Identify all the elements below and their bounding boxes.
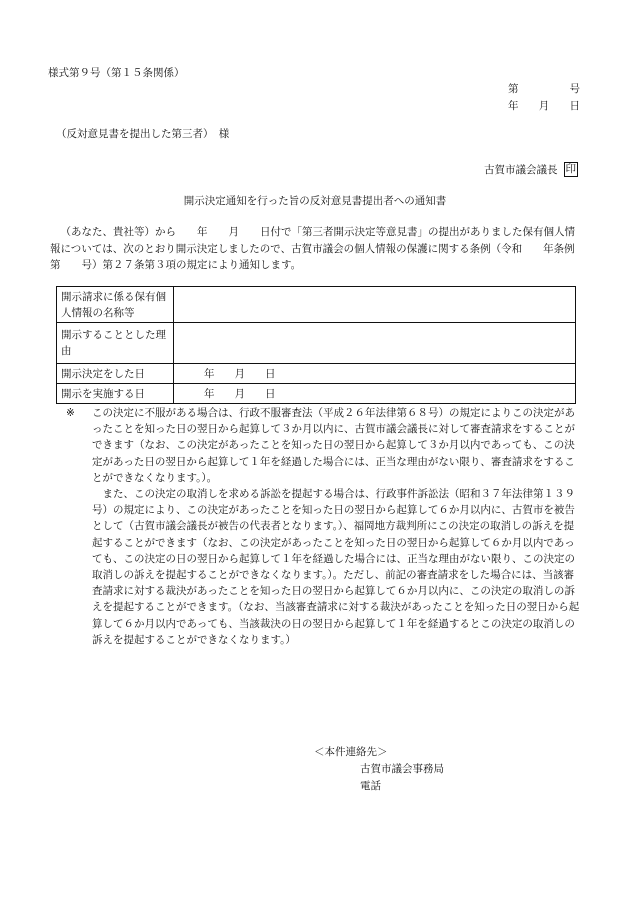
row-label: 開示決定をした日: [57, 364, 174, 384]
reference-number: [508, 82, 580, 96]
note-appeal-text: この決定に不服がある場合は、行政不服審査法（平成２６年法律第６８号）の規定によりこの決定があったことを知った日の翌日から起算して３か月以内に、古賀市議会議長に対して審査請求をすることができます（なお、この決定があったことを知った日の翌日から起算して３か月以内であっても、この決定があった日の翌日から起算して１年を経過した場合には、正当な理由がない限り、審査請求をすることができなくなります。）。: [92, 407, 575, 484]
table-row: [57, 287, 576, 323]
note-mark: ※: [66, 407, 75, 419]
contact-office: 古賀市議会事務局: [360, 763, 444, 775]
row-label: 開示することとした理由: [57, 323, 174, 364]
table-row: [57, 384, 576, 404]
decision-day: 日: [265, 368, 276, 380]
addressee: （反対意見書を提出した第三者） 様: [56, 128, 230, 140]
contact-block: [314, 744, 444, 795]
form-number: 様式第９号（第１５条関係）: [48, 67, 185, 79]
sender-name: 古賀市議会議長: [484, 163, 558, 176]
reference-date: [508, 99, 580, 113]
implementation-month: 月: [234, 388, 245, 400]
row-date: [174, 384, 576, 404]
decision-year: 年: [204, 368, 215, 380]
notes-section: [66, 405, 580, 648]
ref-no-prefix: 第: [508, 83, 519, 95]
implementation-day: 日: [265, 388, 276, 400]
date-day: 日: [569, 100, 580, 112]
note-appeal: [66, 405, 580, 486]
contact-phone-label: 電話: [360, 780, 381, 792]
row-value: [174, 287, 576, 323]
table-row: [57, 323, 576, 364]
row-date: [174, 364, 576, 384]
info-table: [56, 286, 576, 404]
date-month: 月: [538, 100, 550, 112]
date-year: 年: [508, 100, 519, 112]
row-label: 開示請求に係る保有個人情報の名称等: [57, 287, 174, 323]
note-lawsuit-text: また、この決定の取消しを求める訴訟を提起する場合は、行政事件訴訟法（昭和３７年法律第１３９号）の規定により、この決定があったことを知った日の翌日から起算して６か月以内に、古賀市を被告として（古賀市議会議長が被告の代表者となります。）、福岡地方裁判所にこの決定の取消しの訴えを提起することができます（なお、この決定があったことを知った日の翌日から起算して６か月以内であっても、この決定の日の翌日から起算して１年を経過した場合には、正当な理由がない限り、この決定の取消しの訴えを提起することができなくなります。）。ただし、前記の審査請求をした場合には、当該審査請求に対する裁決があったことを知った日の翌日から起算して６か月以内に、この決定の取消しの訴えを提起することができます。（なお、当該審査請求に対する裁決があったことを知った日の翌日から起算して６か月以内であっても、当該裁決の日の翌日から起算して１年を経過するとこの決定の取消しの訴えを提起することができなくなります。）: [92, 488, 580, 646]
body-paragraph: （あなた、貴社等）から 年 月 日付で「第三者開示決定等意見書」の提出がありました保有個人情報については、次のとおり開示決定しましたので、古賀市議会の個人情報の保護に関する条例（令和 年条例第 号）第２７条第３項の規定により通知します。: [50, 226, 575, 271]
sender: [484, 162, 578, 177]
row-value: [174, 323, 576, 364]
decision-month: 月: [234, 368, 245, 380]
implementation-year: 年: [204, 388, 215, 400]
seal-mark: 印: [565, 163, 576, 175]
contact-heading: ＜本件連絡先＞: [314, 746, 388, 758]
document-title: 開示決定通知を行った旨の反対意見書提出者への通知書: [183, 195, 447, 207]
table-row: [57, 364, 576, 384]
row-label: 開示を実施する日: [57, 384, 174, 404]
ref-no-suffix: 号: [569, 83, 580, 95]
